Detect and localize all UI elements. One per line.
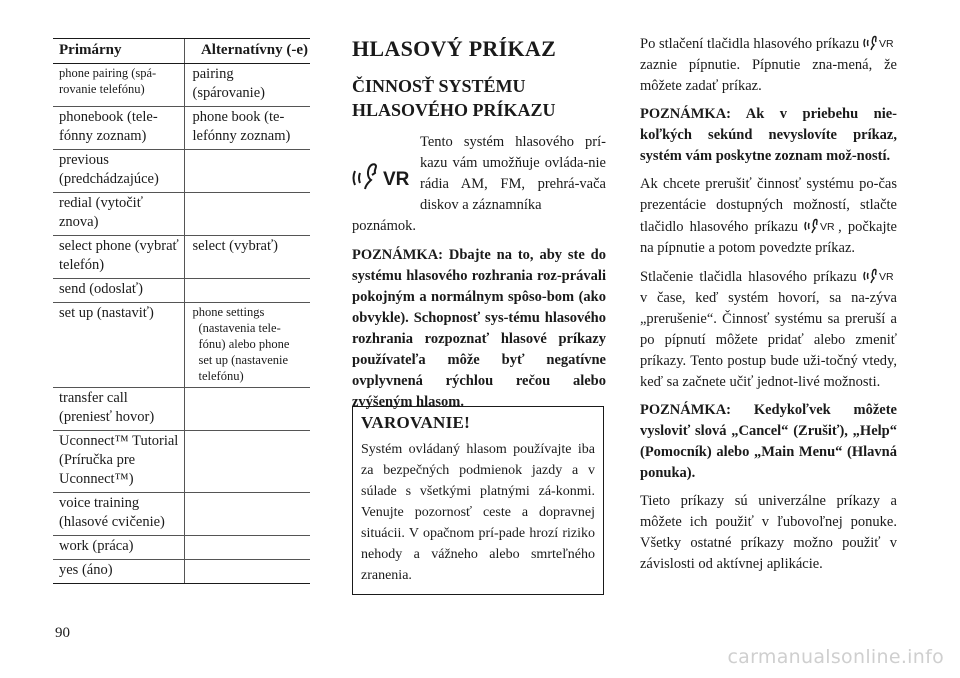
table-row (53, 193, 310, 236)
paragraph-barge-in-start: Stlačenie tlačidla hlasového príkazu (640, 269, 857, 285)
paragraph-universal-commands: Tieto príkazy sú univerzálne príkazy a môžete ich použiť v ľubovoľnej ponuke. Všetky ostatné príkazy možno použiť v závislosti od aktívnej aplikácie. (640, 493, 897, 572)
cell-primary: phonebook (tele-fónny zoznam) (53, 107, 184, 150)
table-row (53, 388, 310, 431)
vr-label: VR (383, 169, 410, 190)
paragraph-interrupt (640, 174, 897, 259)
intro-block (352, 132, 606, 237)
section-heading: ČINNOSŤ SYSTÉMU HLASOVÉHO PRÍKAZU (352, 76, 556, 120)
intro-paragraph: Tento systém hlasového prí-kazu vám umožňuje ovláda-nie rádia AM, FM, prehrá-vača diskov a záznamníka (420, 134, 606, 213)
middle-column (352, 36, 606, 413)
paragraph-barge-in-end: v čase, keď systém hovorí, sa na-zýva „prerušenie“. Činnosť systému sa preruší a po pípnutí môžete pridať alebo zmeniť príkazy. Tento postup bude uži-točný vtedy, keď sa začnete učiť jednot-livé možnosti. (640, 290, 897, 390)
vr-label: VR (879, 271, 894, 283)
cell-primary: select phone (vybrať telefón) (53, 236, 184, 279)
cell-primary: set up (nastaviť) (53, 303, 184, 388)
cell-primary: yes (áno) (53, 560, 184, 584)
paragraph-interrupt-end: , počkajte na pípnutie a potom povedzte príkaz. (640, 219, 897, 256)
cell-alternative (184, 279, 310, 303)
page-title: HLASOVÝ PRÍKAZ (352, 36, 557, 61)
paragraph-interrupt-start: Ak chcete prerušiť činnosť systému po-čas prezentácie dostupných možností, stlačte tlačidlo hlasového príkazu (640, 176, 897, 235)
warning-text: Systém ovládaný hlasom používajte iba za bezpečných podmienok jazdy a v súlade s všetkými platnými zá-konmi. Venujte pozornosť ceste a dopravnej situácii. V opačnom prí-pade hrozí riziko nehody a vážneho alebo smrteľného zranenia. (361, 442, 595, 583)
table-row (53, 150, 310, 193)
cell-alternative (184, 150, 310, 193)
note-options-list: POZNÁMKA: Ak v priebehu nie-koľkých sekúnd nevyslovíte príkaz, systém vám poskytne zoznam mož-ností. (640, 106, 897, 164)
cell-primary: Uconnect™ Tutorial (Príručka pre Uconnect™) (53, 431, 184, 493)
header-alternative: Alternatívny (-e) (184, 39, 310, 64)
cell-primary: work (práca) (53, 536, 184, 560)
table-row (53, 107, 310, 150)
cell-primary: previous (predchádzajúce) (53, 150, 184, 193)
table-row (53, 236, 310, 279)
note-universal-words: POZNÁMKA: Kedykoľvek môžete vysloviť slová „Cancel“ (Zrušiť), „Help“ (Pomocník) alebo „Main Menu“ (Hlavná ponuka). (640, 402, 897, 481)
cell-alternative (184, 193, 310, 236)
voice-command-table (53, 38, 310, 584)
note-speak-normally: POZNÁMKA: Dbajte na to, aby ste do systému hlasového rozhrania roz-právali pokojným a normálnym spôso-bom (ako obvykle). Schopnosť sys-tému hlasového rozhrania rozpoznať hlasové príkazy používateľa môže byť negatívne ovplyvnená rýchlou rečou alebo zvýšeným hlasom. (352, 247, 606, 410)
cell-alternative (184, 388, 310, 431)
cell-alternative (184, 536, 310, 560)
cell-primary: phone pairing (spá-rovanie telefónu) (53, 64, 184, 107)
voice-command-icon (352, 158, 410, 192)
paragraph-barge-in (640, 266, 897, 393)
paragraph-beep-end: zaznie pípnutie. Pípnutie zna-mená, že môžete zadať príkaz. (640, 57, 897, 94)
right-column (640, 33, 897, 582)
voice-command-icon (863, 33, 897, 51)
warning-title: VAROVANIE! (361, 413, 471, 432)
cell-alternative (184, 431, 310, 493)
table-row (53, 431, 310, 493)
cell-alternative (184, 493, 310, 536)
table-row (53, 536, 310, 560)
cell-primary: transfer call (preniesť hovor) (53, 388, 184, 431)
watermark: carmanualsonline.info (727, 646, 944, 668)
intro-paragraph-end: poznámok. (352, 218, 417, 234)
cell-alternative: phone book (te-lefónny zoznam) (184, 107, 310, 150)
table-row (53, 560, 310, 584)
voice-command-icon (863, 266, 897, 284)
cell-alternative: pairing (spárovanie) (184, 64, 310, 107)
cell-alternative: phone settings (nastavenia tele-fónu) alebo phone set up (nastavenie telefónu) (184, 303, 310, 388)
table-row (53, 279, 310, 303)
page-number: 90 (55, 625, 70, 641)
cell-alternative: select (vybrať) (184, 236, 310, 279)
vr-label: VR (879, 38, 894, 50)
cell-primary: redial (vytočiť znova) (53, 193, 184, 236)
table-header-row (53, 39, 310, 64)
cell-alternative (184, 560, 310, 584)
table-row (53, 64, 310, 107)
vr-label: VR (820, 221, 835, 233)
cell-primary: send (odoslať) (53, 279, 184, 303)
header-primary: Primárny (53, 39, 184, 64)
warning-box (352, 406, 604, 595)
table-row (53, 303, 310, 388)
table-row (53, 493, 310, 536)
cell-primary: voice training (hlasové cvičenie) (53, 493, 184, 536)
paragraph-beep (640, 33, 897, 97)
voice-command-icon (804, 216, 838, 234)
paragraph-beep-start: Po stlačení tlačidla hlasového príkazu (640, 36, 860, 52)
